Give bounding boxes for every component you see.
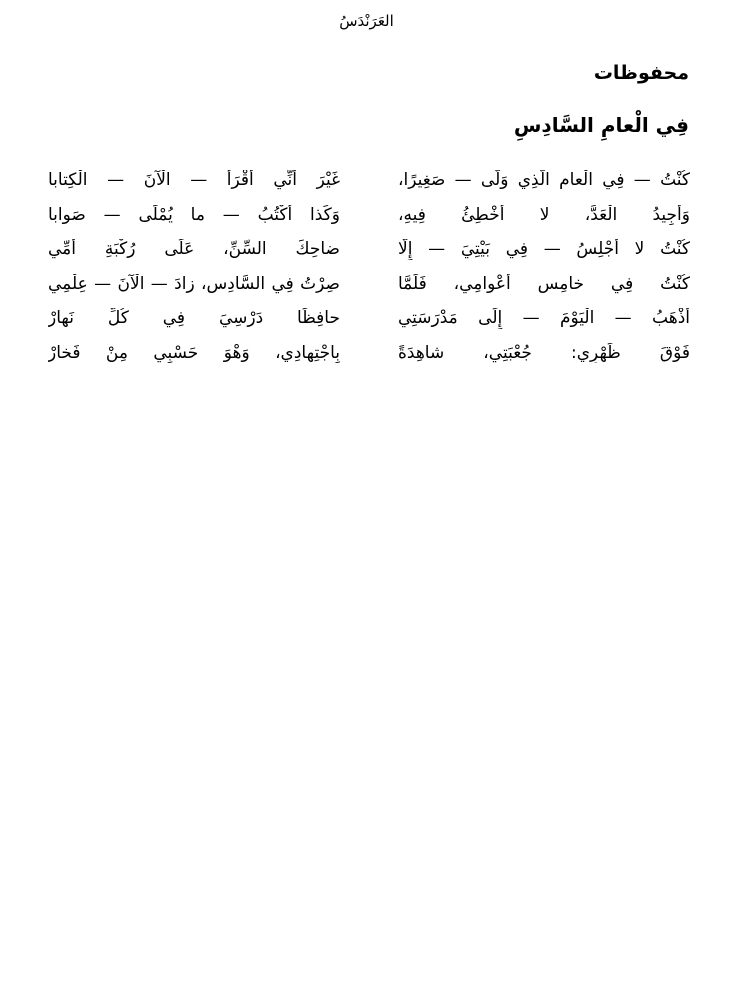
poem-verse xyxy=(48,301,690,336)
poem-verse xyxy=(48,336,690,371)
verse-second-hemistich: بِاجْتِهادِي، وَهْوَ حَسْبِي مِنْ فَخارْ xyxy=(48,343,340,364)
verse-first-hemistich: وَأُجِيدُ الْعَدَّ، لا أُخْطِئُ فِيهِ، xyxy=(398,204,690,225)
verse-first-hemistich: فَوْقَ ظَهْرِي: جُعْبَتِي، شاهِدَةً xyxy=(398,343,690,364)
poem-verse xyxy=(48,163,690,198)
running-header: العَرَنْدَسُ xyxy=(339,12,394,30)
verse-second-hemistich: حافِظًا دَرْسِيَ فِي كُلِّ نَهارْ xyxy=(48,308,340,329)
verse-second-hemistich: صِرْتُ فِي السَّادِسِ، زادَ — الْآنَ — عِلْمِي xyxy=(48,273,340,294)
verse-first-hemistich: كُنْتُ لا أَجْلِسُ — فِي بَيْتِيَ — إِلَّا xyxy=(398,239,690,260)
poem-verse xyxy=(48,198,690,233)
poem-body xyxy=(48,163,690,371)
verse-second-hemistich: وَكَذا أَكْتُبُ — ما يُمْلَى — صَوابا xyxy=(48,204,340,225)
verse-first-hemistich: كُنْتُ — فِي الْعامِ الَّذِي وَلَّى — صَغِيرًا، xyxy=(398,170,690,191)
verse-second-hemistich: ضاحِكَ السِّنِّ، عَلَى رُكْبَةِ أُمِّي xyxy=(48,239,340,260)
poem-verse xyxy=(48,267,690,302)
verse-second-hemistich: غَيْرَ أَنِّي أَقْرَأُ — الْآنَ — الْكِتابا xyxy=(48,170,340,191)
section-title: محفوظات xyxy=(593,62,689,84)
poem-title: فِي الْعامِ السَّادِسِ xyxy=(513,113,689,137)
verse-first-hemistich: أَذْهَبُ — الْيَوْمَ — إِلَى مَدْرَسَتِي xyxy=(398,308,690,329)
verse-first-hemistich: كُنْتُ فِي خامِسِ أَعْوامِي، فَلَمَّا xyxy=(398,273,690,294)
poem-verse xyxy=(48,232,690,267)
